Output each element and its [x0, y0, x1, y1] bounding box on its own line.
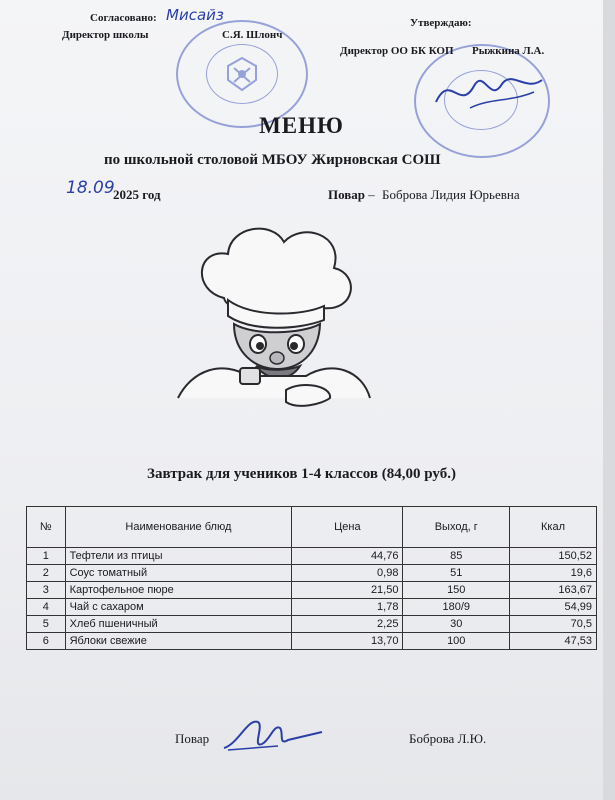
- table-header-row: [27, 507, 597, 548]
- row-output: 30: [403, 616, 510, 633]
- footer-cook-name: Боброва Л.Ю.: [409, 731, 487, 746]
- row-num: 2: [27, 565, 66, 582]
- row-price: 2,25: [292, 616, 403, 633]
- header-price: Цена: [292, 507, 403, 548]
- director-school-title: Директор школы: [62, 29, 149, 41]
- menu-subtitle: по школьной столовой МБОУ Жирновская СОШ: [104, 152, 441, 168]
- row-num: 6: [27, 633, 66, 650]
- row-output: 100: [403, 633, 510, 650]
- row-price: 21,50: [292, 582, 403, 599]
- table-row: [27, 565, 597, 582]
- row-kcal: 47,53: [510, 633, 597, 650]
- row-output: 150: [403, 582, 510, 599]
- director-org-title: Директор ОО БК КОП: [340, 45, 454, 57]
- header-num: №: [27, 507, 66, 548]
- table-row: [27, 548, 597, 565]
- row-output: 180/9: [403, 599, 510, 616]
- row-name: Чай с сахаром: [65, 599, 292, 616]
- row-name: Хлеб пшеничный: [65, 616, 292, 633]
- meal-heading: Завтрак для учеников 1-4 классов (84,00 руб.): [147, 466, 456, 482]
- director-school-name: С.Я. Шлонч: [222, 29, 283, 41]
- row-output: 51: [403, 565, 510, 582]
- menu-title: МЕНЮ: [259, 113, 344, 138]
- director-org-name: Рыжкина Л.А.: [472, 45, 545, 57]
- year-text: 2025 год: [113, 187, 161, 202]
- row-price: 1,78: [292, 599, 403, 616]
- agreed-signature: Мисайз: [166, 6, 224, 24]
- table-row: [27, 616, 597, 633]
- cook-name: Боброва Лидия Юрьевна: [382, 187, 520, 202]
- row-kcal: 19,6: [510, 565, 597, 582]
- row-price: 0,98: [292, 565, 403, 582]
- row-num: 1: [27, 548, 66, 565]
- row-name: Тефтели из птицы: [65, 548, 292, 565]
- row-price: 44,76: [292, 548, 403, 565]
- row-price: 13,70: [292, 633, 403, 650]
- row-num: 4: [27, 599, 66, 616]
- header-name: Наименование блюд: [65, 507, 292, 548]
- emblem-icon: [222, 54, 262, 94]
- row-name: Яблоки свежие: [65, 633, 292, 650]
- approve-label: Утверждаю:: [410, 17, 472, 29]
- row-num: 3: [27, 582, 66, 599]
- row-kcal: 163,67: [510, 582, 597, 599]
- cook-label: Повар: [328, 187, 366, 202]
- cook-line: [328, 187, 520, 203]
- row-name: Соус томатный: [65, 565, 292, 582]
- row-kcal: 150,52: [510, 548, 597, 565]
- row-name: Картофельное пюре: [65, 582, 292, 599]
- page-edge: [603, 0, 615, 800]
- header-kcal: Ккал: [510, 507, 597, 548]
- cook-dash: –: [368, 187, 375, 202]
- cook-signature-scribble: [218, 708, 328, 758]
- header-output: Выход, г: [403, 507, 510, 548]
- menu-table: [26, 506, 597, 650]
- table-row: [27, 582, 597, 599]
- footer-cook-label: Повар: [175, 731, 210, 746]
- row-kcal: 54,99: [510, 599, 597, 616]
- date-handwritten: 18.09: [66, 178, 115, 198]
- agreed-label: Согласовано:: [90, 12, 157, 24]
- table-row: [27, 599, 597, 616]
- table-row: [27, 633, 597, 650]
- row-kcal: 70,5: [510, 616, 597, 633]
- chef-illustration: [172, 220, 372, 420]
- row-output: 85: [403, 548, 510, 565]
- row-num: 5: [27, 616, 66, 633]
